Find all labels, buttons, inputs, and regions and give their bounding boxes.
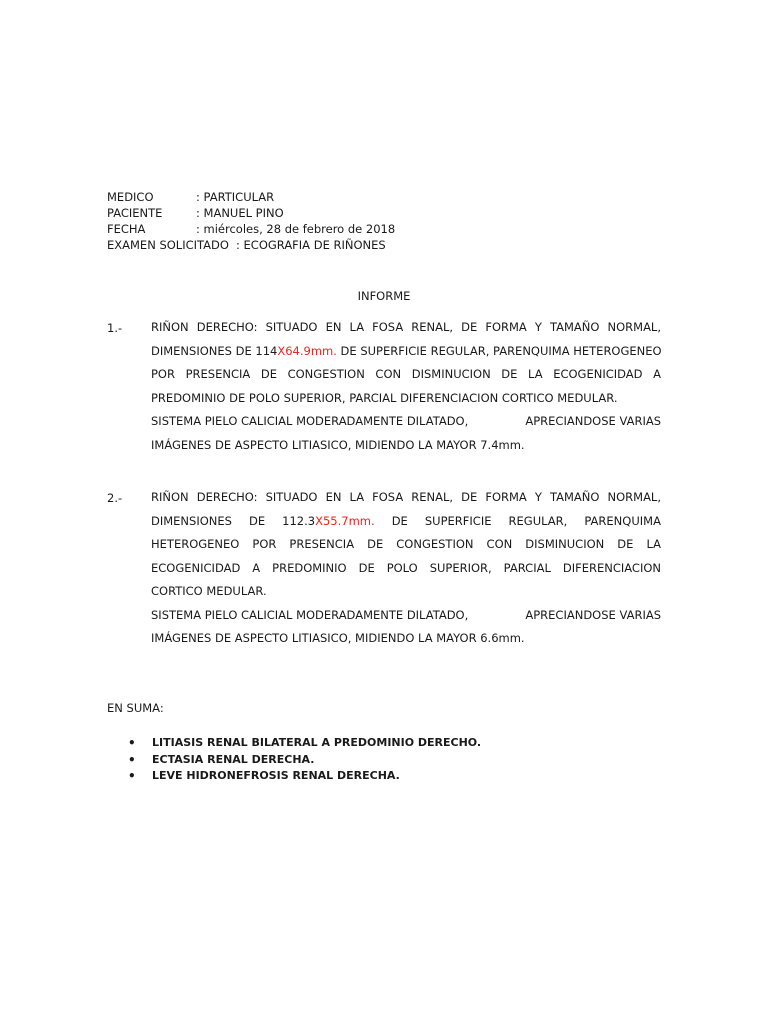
section-1-line-5 — [151, 410, 661, 434]
header-fecha — [107, 221, 396, 237]
summary-item-text: LEVE HIDRONEFROSIS RENAL DERECHA. — [152, 769, 400, 782]
medico-value: : PARTICULAR — [196, 190, 275, 204]
summary-item-text: LITIASIS RENAL BILATERAL A PREDOMINIO DERECHO. — [152, 736, 482, 749]
section-2-word-regular: REGULAR, — [508, 513, 568, 528]
section-2-line-5: CORTICO MEDULAR. — [151, 584, 267, 598]
section-1-dim-value: X64.9mm. — [277, 343, 337, 358]
summary-title: EN SUMA: — [107, 701, 164, 715]
section-2-line-3: HETEROGENEO POR PRESENCIA DE CONGESTION CON DISMINUCION DE LA — [151, 537, 661, 551]
bullet-icon: • — [128, 736, 136, 750]
summary-item-text: ECTASIA RENAL DERECHA. — [152, 752, 315, 766]
section-1-number: 1.- — [107, 321, 123, 335]
fecha-value: : miércoles, 28 de febrero de 2018 — [196, 222, 396, 236]
section-2-dim — [282, 510, 374, 534]
section-2-line-2 — [151, 510, 661, 534]
bullet-icon: • — [128, 752, 136, 767]
section-1-line-5a: SISTEMA PIELO CALICIAL MODERADAMENTE DILATADO, — [151, 414, 469, 428]
summary-item — [128, 768, 481, 785]
section-2-word-superficie: SUPERFICIE — [424, 513, 492, 528]
section-1-line-3: POR PRESENCIA DE CONGESTION CON DISMINUCION DE LA ECOGENICIDAD A — [151, 367, 661, 381]
section-1-line-6: IMÁGENES DE ASPECTO LITIASICO, MIDIENDO LA MAYOR 7.4mm. — [151, 437, 525, 452]
fecha-label: FECHA — [107, 222, 146, 236]
summary-item — [128, 752, 481, 769]
section-2-line-6 — [151, 604, 661, 628]
section-2-line-7: IMÁGENES DE ASPECTO LITIASICO, MIDIENDO LA MAYOR 6.6mm. — [151, 631, 525, 645]
header-paciente — [107, 205, 284, 221]
section-1-text — [151, 316, 661, 457]
medico-label: MEDICO — [107, 190, 154, 204]
paciente-value: : MANUEL PINO — [196, 206, 284, 220]
paciente-label: PACIENTE — [107, 206, 163, 220]
section-1-dim-suffix: DE SUPERFICIE REGULAR, PARENQUIMA HETEROGENEO — [336, 343, 662, 358]
section-2-dim-prefix: 112.3 — [282, 513, 316, 528]
section-2-dim-value: X55.7mm. — [315, 513, 375, 528]
examen-value: : ECOGRAFIA DE RIÑONES — [236, 238, 386, 252]
section-2-text — [151, 486, 661, 651]
summary-item — [128, 735, 481, 752]
section-1-line-1: RIÑON DERECHO: SITUADO EN LA FOSA RENAL, DE FORMA Y TAMAÑO NORMAL, — [151, 320, 661, 334]
section-2-line-4: ECOGENICIDAD A PREDOMINIO DE POLO SUPERIOR, PARCIAL DIFERENCIACION — [151, 560, 661, 575]
section-2-line-1: RIÑON DERECHO: SITUADO EN LA FOSA RENAL, DE FORMA Y TAMAÑO NORMAL, — [151, 490, 661, 504]
section-1-line-2 — [151, 340, 661, 364]
section-2-line-6a: SISTEMA PIELO CALICIAL MODERADAMENTE DILATADO, — [151, 607, 469, 622]
report-title: INFORME — [357, 289, 411, 303]
section-2-line-6b: APRECIANDOSE VARIAS — [525, 607, 661, 622]
section-2-word-de: DE — [249, 513, 266, 528]
summary-list — [128, 735, 481, 785]
section-1-dim-prefix: DIMENSIONES DE 114 — [151, 343, 278, 358]
section-2-word-parenquima: PARENQUIMA — [584, 513, 661, 528]
bullet-icon: • — [128, 769, 136, 783]
section-2-word-dimensiones: DIMENSIONES — [151, 513, 232, 528]
section-1-line-4: PREDOMINIO DE POLO SUPERIOR, PARCIAL DIFERENCIACION CORTICO MEDULAR. — [151, 390, 618, 405]
examen-label: EXAMEN SOLICITADO — [107, 238, 229, 252]
header-medico — [107, 189, 275, 205]
section-2-number: 2.- — [107, 491, 123, 505]
section-1-line-5b: APRECIANDOSE VARIAS — [525, 414, 661, 428]
section-2-word-de-2: DE — [391, 513, 408, 528]
header-examen — [107, 237, 386, 253]
